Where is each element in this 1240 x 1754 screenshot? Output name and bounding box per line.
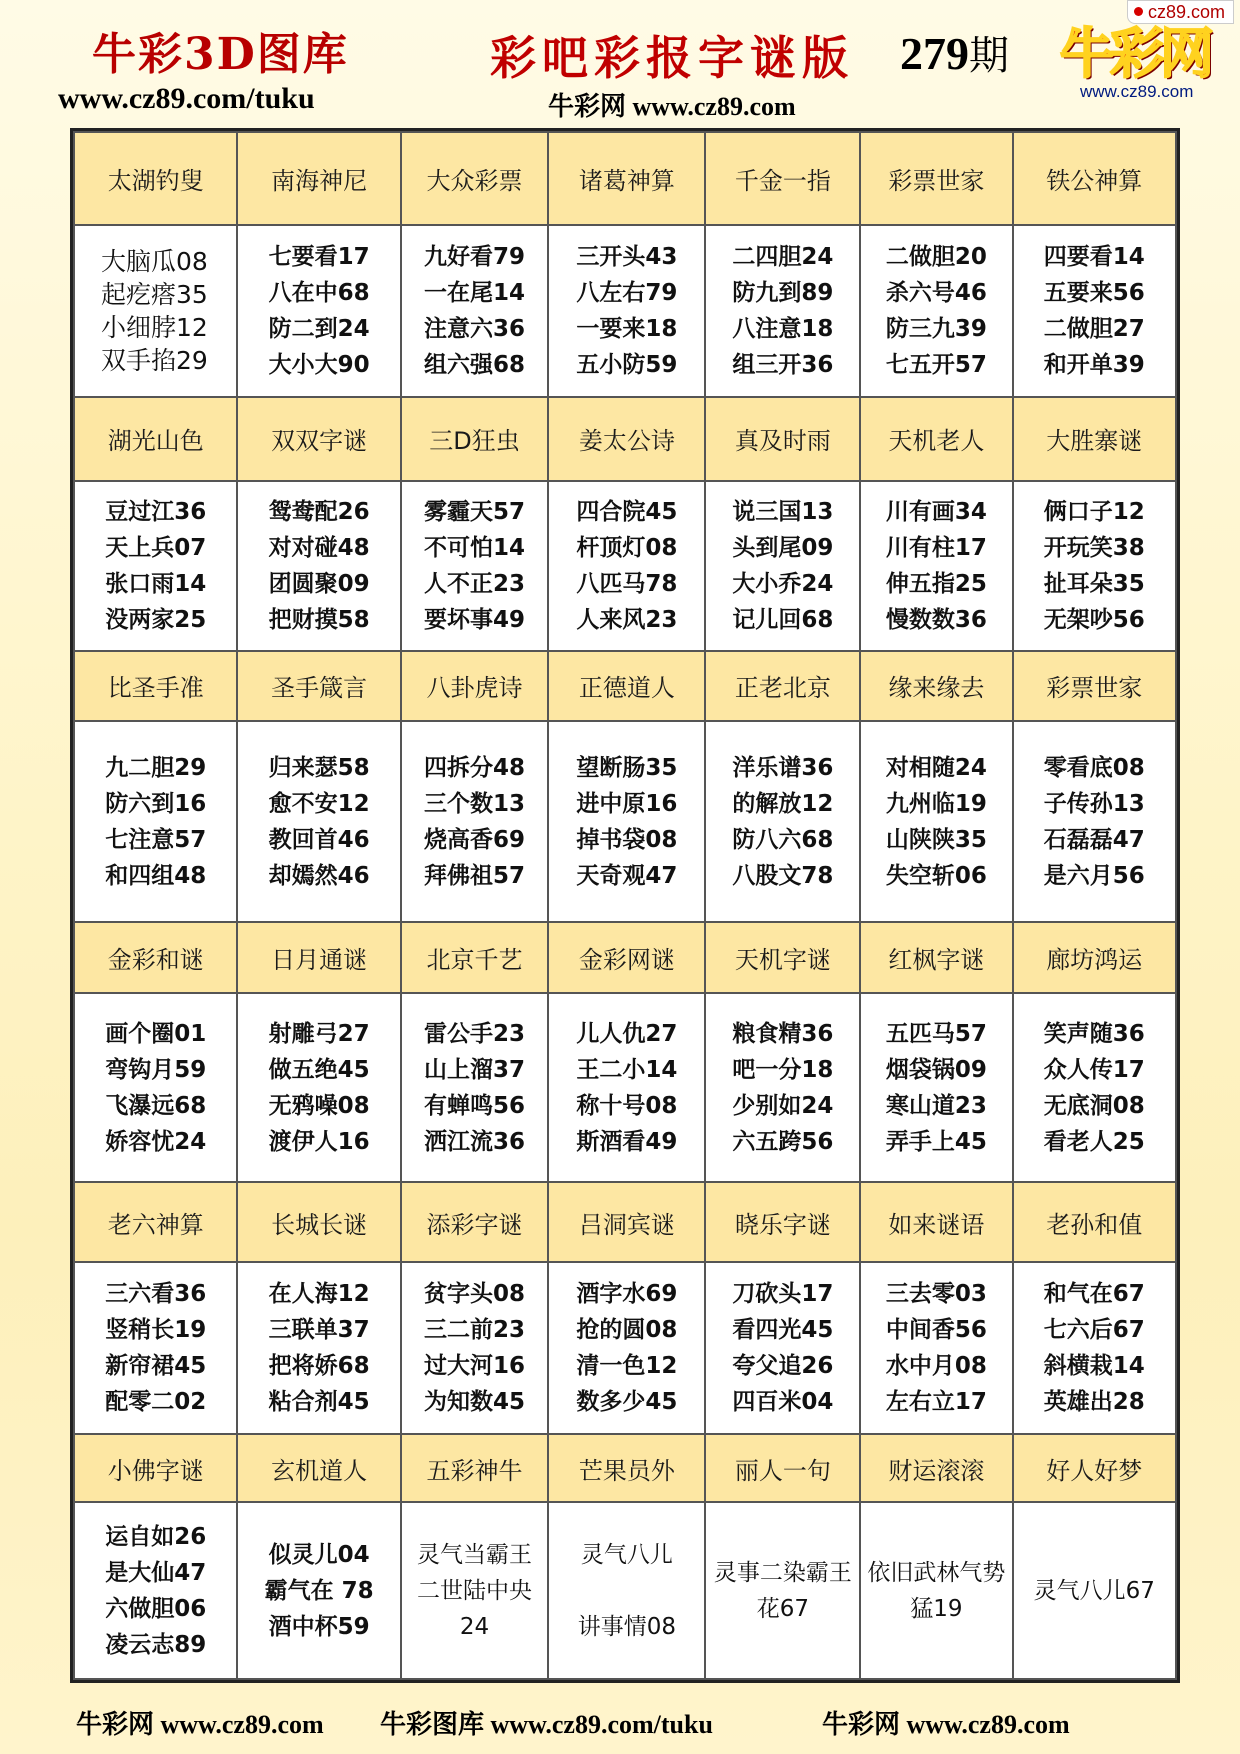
site-url[interactable]: 牛彩网 www.cz89.com bbox=[548, 92, 796, 121]
column-title: 圣手箴言 bbox=[237, 651, 400, 722]
column-title: 彩票世家 bbox=[1013, 651, 1176, 722]
riddle-line: 做五绝45 bbox=[268, 1056, 370, 1083]
column-title: 日月通谜 bbox=[237, 922, 400, 993]
riddle-line: 开玩笑38 bbox=[1043, 534, 1145, 561]
column-title: 小佛字谜 bbox=[74, 1434, 237, 1502]
riddle-line: 注意六36 bbox=[424, 315, 526, 342]
riddle-line: 娇容忧24 bbox=[105, 1128, 207, 1155]
riddle-line: 无架吵56 bbox=[1043, 606, 1145, 633]
riddle-line: 弄手上45 bbox=[885, 1128, 987, 1155]
column-title: 真及时雨 bbox=[705, 397, 860, 481]
riddle-line: 看四光45 bbox=[732, 1316, 834, 1343]
column-title: 缘来缘去 bbox=[860, 651, 1012, 722]
header-row bbox=[74, 651, 1176, 722]
riddle-cell bbox=[1013, 1262, 1176, 1434]
riddle-line: 子传孙13 bbox=[1043, 790, 1145, 817]
riddle-line: 看老人25 bbox=[1043, 1128, 1145, 1155]
riddle-cell bbox=[1013, 1502, 1176, 1679]
riddle-cell bbox=[74, 1502, 237, 1679]
logo-url: www.cz89.com bbox=[1080, 82, 1194, 101]
riddle-line: 灵气八儿 bbox=[580, 1541, 673, 1568]
riddle-cell bbox=[74, 721, 237, 922]
riddle-line: 大小大90 bbox=[268, 351, 370, 378]
riddle-line: 八注意18 bbox=[732, 315, 834, 342]
riddle-line: 是六月56 bbox=[1043, 862, 1145, 889]
riddle-line: 依旧武林气势 bbox=[867, 1559, 1006, 1586]
riddle-line: 没两家25 bbox=[105, 606, 207, 633]
column-title: 好人好梦 bbox=[1013, 1434, 1176, 1502]
page-title: 彩吧彩报字谜版 bbox=[490, 31, 854, 85]
riddle-line: 起疙瘩35 bbox=[101, 279, 208, 309]
riddle-line: 防三九39 bbox=[885, 315, 987, 342]
riddle-line: 组六强68 bbox=[424, 351, 526, 378]
column-title: 比圣手准 bbox=[74, 651, 237, 722]
riddle-line: 三开头43 bbox=[576, 243, 678, 270]
riddle-cell bbox=[1013, 481, 1176, 651]
riddle-cell bbox=[705, 1502, 860, 1679]
riddle-line: 伸五指25 bbox=[885, 570, 987, 597]
column-title: 大众彩票 bbox=[401, 132, 548, 225]
badge-dot-icon bbox=[1134, 7, 1143, 16]
riddle-line: 天奇观47 bbox=[576, 862, 678, 889]
riddle-cell bbox=[860, 721, 1012, 922]
footer-link-1[interactable]: 牛彩网 www.cz89.com bbox=[76, 1710, 324, 1739]
riddle-line: 张口雨14 bbox=[105, 570, 207, 597]
riddle-line: 山上溜37 bbox=[424, 1056, 526, 1083]
column-title: 天机老人 bbox=[860, 397, 1012, 481]
riddle-line: 雾霾天57 bbox=[424, 498, 526, 525]
riddle-line: 凌云志89 bbox=[105, 1631, 207, 1658]
riddle-line: 九二胆29 bbox=[105, 754, 207, 781]
riddle-line: 杀六号46 bbox=[885, 279, 987, 306]
riddle-line: 天上兵07 bbox=[105, 534, 207, 561]
riddle-line: 三二前23 bbox=[424, 1316, 526, 1343]
column-title: 太湖钓叟 bbox=[74, 132, 237, 225]
column-title: 千金一指 bbox=[705, 132, 860, 225]
column-title: 八卦虎诗 bbox=[401, 651, 548, 722]
riddle-line: 洒江流36 bbox=[424, 1128, 526, 1155]
riddle-grid bbox=[70, 128, 1180, 1683]
riddle-line: 斯酒看49 bbox=[576, 1128, 678, 1155]
riddle-cell bbox=[401, 1502, 548, 1679]
riddle-cell bbox=[237, 481, 400, 651]
riddle-line: 和四组48 bbox=[105, 862, 207, 889]
riddle-line: 小细脖12 bbox=[101, 312, 208, 342]
riddle-line: 笑声随36 bbox=[1043, 1020, 1145, 1047]
issue-label bbox=[900, 24, 1009, 81]
riddle-line: 三个数13 bbox=[424, 790, 526, 817]
column-title: 正老北京 bbox=[705, 651, 860, 722]
riddle-cell bbox=[401, 225, 548, 397]
riddle-line: 抢的圆08 bbox=[576, 1316, 678, 1343]
riddle-line: 酒中杯59 bbox=[268, 1613, 370, 1640]
column-title: 三D狂虫 bbox=[401, 397, 548, 481]
issue-number: 279 bbox=[900, 28, 969, 79]
column-title: 金彩网谜 bbox=[548, 922, 705, 993]
riddle-line: 把财摸58 bbox=[268, 606, 370, 633]
riddle-line: 灵事二染霸王 bbox=[713, 1559, 852, 1586]
riddle-line: 数多少45 bbox=[576, 1388, 678, 1415]
column-title: 芒果员外 bbox=[548, 1434, 705, 1502]
column-title: 湖光山色 bbox=[74, 397, 237, 481]
riddle-cell bbox=[401, 1262, 548, 1434]
column-title: 铁公神算 bbox=[1013, 132, 1176, 225]
riddle-line: 川有柱17 bbox=[885, 534, 987, 561]
riddle-line: 防九到89 bbox=[732, 279, 834, 306]
riddle-line: 一在尾14 bbox=[424, 279, 526, 306]
riddle-line: 教回首46 bbox=[268, 826, 370, 853]
riddle-line: 四合院45 bbox=[576, 498, 678, 525]
riddle-table bbox=[73, 131, 1177, 1680]
riddle-line: 飞瀑远68 bbox=[105, 1092, 207, 1119]
riddle-line: 水中月08 bbox=[885, 1352, 987, 1379]
header-row bbox=[74, 132, 1176, 225]
riddle-line: 斜横栽14 bbox=[1043, 1352, 1145, 1379]
header-row bbox=[74, 1182, 1176, 1261]
riddle-line: 霸气在 78 bbox=[264, 1577, 374, 1604]
riddle-line: 四百米04 bbox=[732, 1388, 834, 1415]
riddle-line: 慢数数36 bbox=[885, 606, 987, 633]
riddle-line: 24 bbox=[459, 1613, 490, 1640]
riddle-line: 大小乔24 bbox=[732, 570, 834, 597]
riddle-cell bbox=[548, 1262, 705, 1434]
riddle-line: 讲事情08 bbox=[577, 1613, 676, 1640]
riddle-line: 射雕弓27 bbox=[268, 1020, 370, 1047]
riddle-line: 七五开57 bbox=[885, 351, 987, 378]
riddle-line: 六五跨56 bbox=[732, 1128, 834, 1155]
riddle-line: 三六看36 bbox=[105, 1280, 207, 1307]
riddle-line: 杆顶灯08 bbox=[576, 534, 678, 561]
riddle-line: 似灵儿04 bbox=[268, 1541, 370, 1568]
riddle-line: 四拆分48 bbox=[424, 754, 526, 781]
column-title: 正德道人 bbox=[548, 651, 705, 722]
column-title: 玄机道人 bbox=[237, 1434, 400, 1502]
column-title: 财运滚滚 bbox=[860, 1434, 1012, 1502]
riddle-cell bbox=[74, 225, 237, 397]
riddle-line: 二世陆中央 bbox=[417, 1577, 533, 1604]
riddle-line: 七六后67 bbox=[1043, 1316, 1145, 1343]
riddle-line: 九好看79 bbox=[424, 243, 526, 270]
riddle-line: 寒山道23 bbox=[885, 1092, 987, 1119]
column-title: 长城长谜 bbox=[237, 1182, 400, 1261]
riddle-line: 五要来56 bbox=[1043, 279, 1145, 306]
column-title: 吕洞宾谜 bbox=[548, 1182, 705, 1261]
riddle-line: 王二小14 bbox=[576, 1056, 678, 1083]
column-title: 金彩和谜 bbox=[74, 922, 237, 993]
riddle-cell bbox=[548, 721, 705, 922]
riddle-line: 运自如26 bbox=[105, 1523, 207, 1550]
site-logo[interactable] bbox=[1060, 22, 1210, 114]
header-row bbox=[74, 922, 1176, 993]
riddle-cell bbox=[401, 481, 548, 651]
riddle-line: 五匹马57 bbox=[885, 1020, 987, 1047]
riddle-line: 豆过江36 bbox=[105, 498, 207, 525]
column-title: 红枫字谜 bbox=[860, 922, 1012, 993]
riddle-cell bbox=[237, 1262, 400, 1434]
riddle-row bbox=[74, 1262, 1176, 1434]
riddle-cell bbox=[705, 225, 860, 397]
footer-link-2[interactable]: 牛彩图库 www.cz89.com/tuku bbox=[380, 1710, 713, 1739]
riddle-line: 二四胆24 bbox=[732, 243, 834, 270]
riddle-line: 防二到24 bbox=[268, 315, 370, 342]
riddle-line: 九州临19 bbox=[885, 790, 987, 817]
riddle-cell bbox=[705, 993, 860, 1183]
riddle-line: 不可怕14 bbox=[424, 534, 526, 561]
riddle-line: 无底洞08 bbox=[1043, 1092, 1145, 1119]
riddle-line: 把将娇68 bbox=[268, 1352, 370, 1379]
riddle-cell bbox=[705, 481, 860, 651]
riddle-line: 人来风23 bbox=[576, 606, 678, 633]
riddle-line: 组三开36 bbox=[732, 351, 834, 378]
riddle-line: 进中原16 bbox=[576, 790, 678, 817]
column-title: 诸葛神算 bbox=[548, 132, 705, 225]
column-title: 大胜寨谜 bbox=[1013, 397, 1176, 481]
riddle-line: 夸父追26 bbox=[732, 1352, 834, 1379]
riddle-line: 过大河16 bbox=[424, 1352, 526, 1379]
column-title: 姜太公诗 bbox=[548, 397, 705, 481]
riddle-line: 石磊磊47 bbox=[1043, 826, 1145, 853]
riddle-line: 和开单39 bbox=[1043, 351, 1145, 378]
riddle-line: 五小防59 bbox=[576, 351, 678, 378]
column-title: 老六神算 bbox=[74, 1182, 237, 1261]
riddle-line: 八在中68 bbox=[268, 279, 370, 306]
riddle-cell bbox=[705, 721, 860, 922]
riddle-line: 防六到16 bbox=[105, 790, 207, 817]
riddle-line: 左右立17 bbox=[885, 1388, 987, 1415]
site-badge[interactable] bbox=[1127, 0, 1234, 24]
column-title: 廊坊鸿运 bbox=[1013, 922, 1176, 993]
riddle-line: 新帘裙45 bbox=[105, 1352, 207, 1379]
riddle-line: 一要来18 bbox=[576, 315, 678, 342]
riddle-line: 归来瑟58 bbox=[268, 754, 370, 781]
column-title: 双双字谜 bbox=[237, 397, 400, 481]
riddle-line: 烧高香69 bbox=[424, 826, 526, 853]
riddle-cell bbox=[74, 481, 237, 651]
riddle-line: 八左右79 bbox=[576, 279, 678, 306]
footer-link-3[interactable]: 牛彩网 www.cz89.com bbox=[822, 1710, 1070, 1739]
riddle-row bbox=[74, 481, 1176, 651]
riddle-line: 团圆聚09 bbox=[268, 570, 370, 597]
riddle-line: 八匹马78 bbox=[576, 570, 678, 597]
header-row bbox=[74, 1434, 1176, 1502]
riddle-row bbox=[74, 225, 1176, 397]
riddle-cell bbox=[860, 1262, 1012, 1434]
riddle-line: 为知数45 bbox=[424, 1388, 526, 1415]
riddle-line: 烟袋锅09 bbox=[885, 1056, 987, 1083]
riddle-cell bbox=[237, 225, 400, 397]
riddle-line: 七注意57 bbox=[105, 826, 207, 853]
riddle-line: 对相随24 bbox=[885, 754, 987, 781]
riddle-line: 二做胆20 bbox=[885, 243, 987, 270]
riddle-cell bbox=[237, 1502, 400, 1679]
column-title: 五彩神牛 bbox=[401, 1434, 548, 1502]
riddle-line: 少别如24 bbox=[732, 1092, 834, 1119]
riddle-line: 七要看17 bbox=[268, 243, 370, 270]
riddle-line: 吧一分18 bbox=[732, 1056, 834, 1083]
riddle-line bbox=[549, 1573, 704, 1609]
riddle-line: 英雄出28 bbox=[1043, 1388, 1145, 1415]
riddle-line: 二做胆27 bbox=[1043, 315, 1145, 342]
header-row bbox=[74, 397, 1176, 481]
badge-text: cz89.com bbox=[1147, 2, 1225, 22]
riddle-line: 大脑瓜08 bbox=[101, 246, 208, 276]
riddle-cell bbox=[1013, 225, 1176, 397]
riddle-line: 愈不安12 bbox=[268, 790, 370, 817]
riddle-line: 花67 bbox=[756, 1595, 809, 1622]
riddle-line: 和气在67 bbox=[1043, 1280, 1145, 1307]
riddle-line: 众人传17 bbox=[1043, 1056, 1145, 1083]
riddle-cell bbox=[860, 993, 1012, 1183]
riddle-line: 八股文78 bbox=[732, 862, 834, 889]
riddle-line: 洋乐谱36 bbox=[732, 754, 834, 781]
column-title: 晓乐字谜 bbox=[705, 1182, 860, 1261]
brand-url[interactable]: www.cz89.com/tuku bbox=[58, 82, 315, 115]
riddle-line: 要坏事49 bbox=[424, 606, 526, 633]
riddle-line: 鸳鸯配26 bbox=[268, 498, 370, 525]
column-title: 北京千艺 bbox=[401, 922, 548, 993]
riddle-cell bbox=[860, 1502, 1012, 1679]
riddle-line: 配零二02 bbox=[105, 1388, 207, 1415]
riddle-line: 粘合剂45 bbox=[268, 1388, 370, 1415]
riddle-cell bbox=[1013, 993, 1176, 1183]
riddle-line: 俩口子12 bbox=[1043, 498, 1145, 525]
riddle-line: 清一色12 bbox=[576, 1352, 678, 1379]
riddle-line: 望断肠35 bbox=[576, 754, 678, 781]
riddle-line: 失空斩06 bbox=[885, 862, 987, 889]
riddle-cell bbox=[237, 993, 400, 1183]
riddle-line: 粮食精36 bbox=[732, 1020, 834, 1047]
column-title: 南海神尼 bbox=[237, 132, 400, 225]
riddle-line: 无鸦噪08 bbox=[268, 1092, 370, 1119]
riddle-cell bbox=[548, 1502, 705, 1679]
riddle-line: 在人海12 bbox=[268, 1280, 370, 1307]
riddle-line: 说三国13 bbox=[732, 498, 834, 525]
riddle-line: 的解放12 bbox=[732, 790, 834, 817]
riddle-line: 人不正23 bbox=[424, 570, 526, 597]
riddle-line: 称十号08 bbox=[576, 1092, 678, 1119]
riddle-line: 三去零03 bbox=[885, 1280, 987, 1307]
riddle-line: 六做胆06 bbox=[105, 1595, 207, 1622]
riddle-line: 竖稍长19 bbox=[105, 1316, 207, 1343]
riddle-line: 酒字水69 bbox=[576, 1280, 678, 1307]
riddle-line: 对对碰48 bbox=[268, 534, 370, 561]
riddle-line: 拜佛祖57 bbox=[424, 862, 526, 889]
riddle-line: 画个圈01 bbox=[105, 1020, 207, 1047]
column-title: 如来谜语 bbox=[860, 1182, 1012, 1261]
riddle-line: 川有画34 bbox=[885, 498, 987, 525]
column-title: 丽人一句 bbox=[705, 1434, 860, 1502]
issue-unit: 期 bbox=[969, 33, 1009, 79]
riddle-line: 有蝉鸣56 bbox=[424, 1092, 526, 1119]
riddle-row bbox=[74, 993, 1176, 1183]
riddle-row bbox=[74, 721, 1176, 922]
riddle-line: 记儿回68 bbox=[732, 606, 834, 633]
column-title: 添彩字谜 bbox=[401, 1182, 548, 1261]
riddle-cell bbox=[74, 1262, 237, 1434]
logo-text: 牛彩网 bbox=[1060, 22, 1210, 85]
brand-title: 牛彩3D图库 bbox=[92, 29, 349, 80]
riddle-cell bbox=[1013, 721, 1176, 922]
riddle-cell bbox=[860, 225, 1012, 397]
column-title: 彩票世家 bbox=[860, 132, 1012, 225]
riddle-cell bbox=[548, 993, 705, 1183]
riddle-cell bbox=[548, 481, 705, 651]
riddle-line: 山陕陕35 bbox=[885, 826, 987, 853]
riddle-line: 防八六68 bbox=[732, 826, 834, 853]
riddle-cell bbox=[74, 993, 237, 1183]
riddle-line: 猛19 bbox=[910, 1595, 963, 1622]
riddle-line: 却嫣然46 bbox=[268, 862, 370, 889]
riddle-line: 贫字头08 bbox=[424, 1280, 526, 1307]
riddle-line: 雷公手23 bbox=[424, 1020, 526, 1047]
riddle-line: 四要看14 bbox=[1043, 243, 1145, 270]
riddle-line: 儿人仇27 bbox=[576, 1020, 678, 1047]
riddle-line: 是大仙47 bbox=[105, 1559, 207, 1586]
column-title: 老孙和值 bbox=[1013, 1182, 1176, 1261]
riddle-line: 双手掐29 bbox=[101, 345, 208, 375]
riddle-line: 灵气当霸王 bbox=[417, 1541, 533, 1568]
riddle-line: 弯钩月59 bbox=[105, 1056, 207, 1083]
riddle-line: 零看底08 bbox=[1043, 754, 1145, 781]
riddle-line: 渡伊人16 bbox=[268, 1128, 370, 1155]
riddle-cell bbox=[237, 721, 400, 922]
riddle-row bbox=[74, 1502, 1176, 1679]
riddle-cell bbox=[705, 1262, 860, 1434]
riddle-line: 灵气八儿67 bbox=[1033, 1577, 1155, 1604]
riddle-line: 扯耳朵35 bbox=[1043, 570, 1145, 597]
riddle-cell bbox=[860, 481, 1012, 651]
column-title: 天机字谜 bbox=[705, 922, 860, 993]
riddle-line: 头到尾09 bbox=[732, 534, 834, 561]
riddle-cell bbox=[401, 993, 548, 1183]
riddle-line: 掉书袋08 bbox=[576, 826, 678, 853]
riddle-cell bbox=[548, 225, 705, 397]
riddle-line: 中间香56 bbox=[885, 1316, 987, 1343]
riddle-line: 三联单37 bbox=[268, 1316, 370, 1343]
riddle-line: 刀砍头17 bbox=[732, 1280, 834, 1307]
riddle-cell bbox=[401, 721, 548, 922]
